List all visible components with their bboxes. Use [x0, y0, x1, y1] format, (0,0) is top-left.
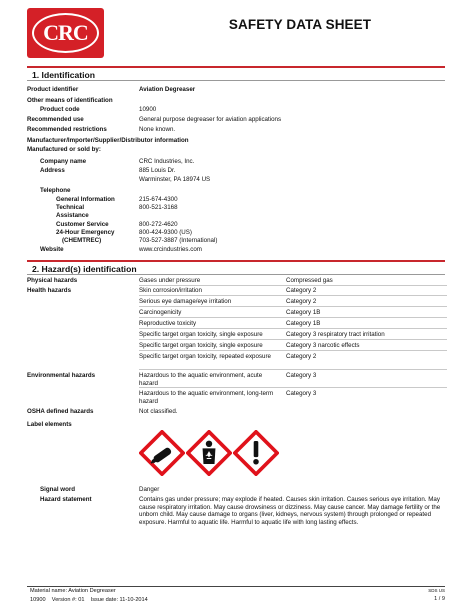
company-name-value: CRC Industries, Inc. — [139, 158, 195, 165]
hazard-separator — [139, 369, 447, 370]
hazard-class: Specific target organ toxicity, single exposure — [139, 342, 263, 349]
footer-rule — [27, 586, 445, 587]
logo-text: CRC — [43, 20, 88, 46]
hazard-category: Category 2 — [286, 353, 317, 360]
manufacturer-label: Manufacturer/Importer/Supplier/Distributor information — [27, 137, 189, 144]
product-code-row — [27, 106, 447, 114]
technical-label-2: Assistance — [56, 212, 89, 219]
hazard-class: Hazardous to the aquatic environment, acute hazard — [139, 372, 263, 387]
website-value[interactable]: www.crcindustries.com — [139, 246, 202, 253]
hazard-category: Compressed gas — [286, 277, 333, 284]
recommended-use-row — [27, 116, 447, 124]
footer-sds-region: SDS US — [428, 588, 445, 593]
product-identifier-row — [27, 86, 447, 94]
customer-service-value: 800-272-4620 — [139, 221, 178, 228]
address-line-1: 885 Louis Dr. — [139, 167, 176, 174]
other-means-row — [27, 97, 447, 105]
hazard-class: Skin corrosion/irritation — [139, 287, 202, 294]
hazard-separator — [139, 339, 447, 340]
footer-material-name: Material name: Aviation Degreaser — [30, 588, 116, 594]
hazard-separator — [139, 328, 447, 329]
hazard-statement-label: Hazard statement — [40, 496, 92, 503]
telephone-label: Telephone — [40, 187, 71, 194]
hazard-category: Category 3 respiratory tract irritation — [286, 331, 385, 338]
hazard-statement-value: Contains gas under pressure; may explode if heated. Causes skin irritation. Causes serious eye irritation. May cause respiratory irritation. May cause drowsiness or dizziness. May cause cancer. May damage fertility or the unborn child. May cause damage to organs (liver, kidneys, nervous system) through prolonged or repeated exposure. Harmful to aquatic life. Harmful to aquatic life with long lasting effects. — [139, 496, 441, 526]
recommended-use-value: General purpose degreaser for aviation applications — [139, 116, 282, 123]
website-label: Website — [40, 246, 64, 253]
hazard-separator — [139, 350, 447, 351]
physical-hazards-label: Physical hazards — [27, 277, 78, 284]
hazard-separator — [139, 285, 447, 286]
website-row — [27, 246, 447, 254]
hazard-separator — [139, 295, 447, 296]
general-info-value: 215-674-4300 — [139, 196, 178, 203]
emergency-label: 24-Hour Emergency — [56, 229, 115, 236]
health-hazard-icon — [186, 430, 232, 476]
label-elements-label: Label elements — [27, 421, 72, 428]
emergency-label-2: (CHEMTREC) — [62, 237, 102, 244]
exclamation-icon — [233, 430, 279, 476]
section-2-title: 2. Hazard(s) identification — [32, 264, 137, 274]
telephone-row — [27, 187, 447, 195]
hazard-separator — [139, 306, 447, 307]
general-info-row — [27, 196, 447, 204]
hazard-category: Category 3 — [286, 372, 317, 379]
emergency-value-us: 800-424-9300 (US) — [139, 229, 192, 236]
section-2-underline — [27, 274, 445, 275]
technical-row — [27, 204, 447, 212]
recommended-restrictions-row — [27, 126, 447, 134]
section-1-underline — [27, 80, 445, 81]
signal-word-value: Danger — [139, 486, 160, 493]
technical-value: 800-521-3168 — [139, 204, 178, 211]
technical-row-2 — [27, 212, 447, 220]
hazard-class: Reproductive toxicity — [139, 320, 197, 327]
customer-service-row — [27, 221, 447, 229]
customer-service-label: Customer Service — [56, 221, 109, 228]
environmental-hazards-label: Environmental hazards — [27, 372, 96, 379]
document-title: SAFETY DATA SHEET — [228, 17, 372, 32]
manufactured-by-label: Manufactured or sold by: — [27, 146, 101, 153]
hazard-separator — [139, 387, 447, 388]
hazard-category: Category 3 — [286, 390, 317, 397]
emergency-value-intl: 703-527-3887 (International) — [139, 237, 218, 244]
hazard-class: Carcinogenicity — [139, 309, 182, 316]
hazard-class: Specific target organ toxicity, repeated exposure — [139, 353, 271, 360]
emergency-row-2 — [27, 237, 447, 245]
section-1-title: 1. Identification — [32, 70, 96, 80]
section-1-rule — [27, 66, 445, 68]
hazard-category: Category 1B — [286, 309, 321, 316]
emergency-row — [27, 229, 447, 237]
address-label: Address — [40, 167, 65, 174]
hazard-separator — [139, 317, 447, 318]
address-line-2: Warminster, PA 18974 US — [139, 176, 211, 183]
other-means-label: Other means of identification — [27, 97, 113, 104]
product-identifier-label: Product identifier — [27, 86, 79, 93]
ghs-pictograms — [139, 430, 279, 476]
manufactured-by-row — [27, 146, 447, 154]
footer-page-number: 1 / 9 — [434, 596, 445, 602]
hazard-category: Category 3 narcotic effects — [286, 342, 360, 349]
product-identifier-value: Aviation Degreaser — [139, 86, 196, 93]
gas-cylinder-icon — [139, 430, 185, 476]
hazard-class: Gases under pressure — [139, 277, 201, 284]
hazard-category: Category 2 — [286, 287, 317, 294]
hazard-category: Category 1B — [286, 320, 321, 327]
hazard-class: Hazardous to the aquatic environment, long-term hazard — [139, 390, 274, 405]
hazard-class: Serious eye damage/eye irritation — [139, 298, 232, 305]
crc-logo — [27, 8, 104, 58]
technical-label: Technical — [56, 204, 85, 211]
general-info-label: General Information — [56, 196, 115, 203]
hazard-class: Specific target organ toxicity, single exposure — [139, 331, 263, 338]
recommended-restrictions-value: None known. — [139, 126, 176, 133]
product-code-label: Product code — [40, 106, 80, 113]
recommended-restrictions-label: Recommended restrictions — [27, 126, 107, 133]
section-2-rule — [27, 260, 445, 262]
manufacturer-row — [27, 137, 447, 145]
company-name-label: Company name — [40, 158, 87, 165]
hazard-category: Category 2 — [286, 298, 317, 305]
health-hazards-label: Health hazards — [27, 287, 72, 294]
product-code-value: 10900 — [139, 106, 157, 113]
footer-version: 10900 Version #: 01 Issue date: 11-10-2014 — [30, 597, 148, 603]
signal-word-label: Signal word — [40, 486, 76, 493]
logo-oval — [32, 13, 99, 53]
osha-hazards-value: Not classified. — [139, 408, 178, 415]
company-name-row — [27, 158, 447, 166]
recommended-use-label: Recommended use — [27, 116, 84, 123]
osha-hazards-label: OSHA defined hazards — [27, 408, 94, 415]
address-row — [27, 167, 447, 175]
